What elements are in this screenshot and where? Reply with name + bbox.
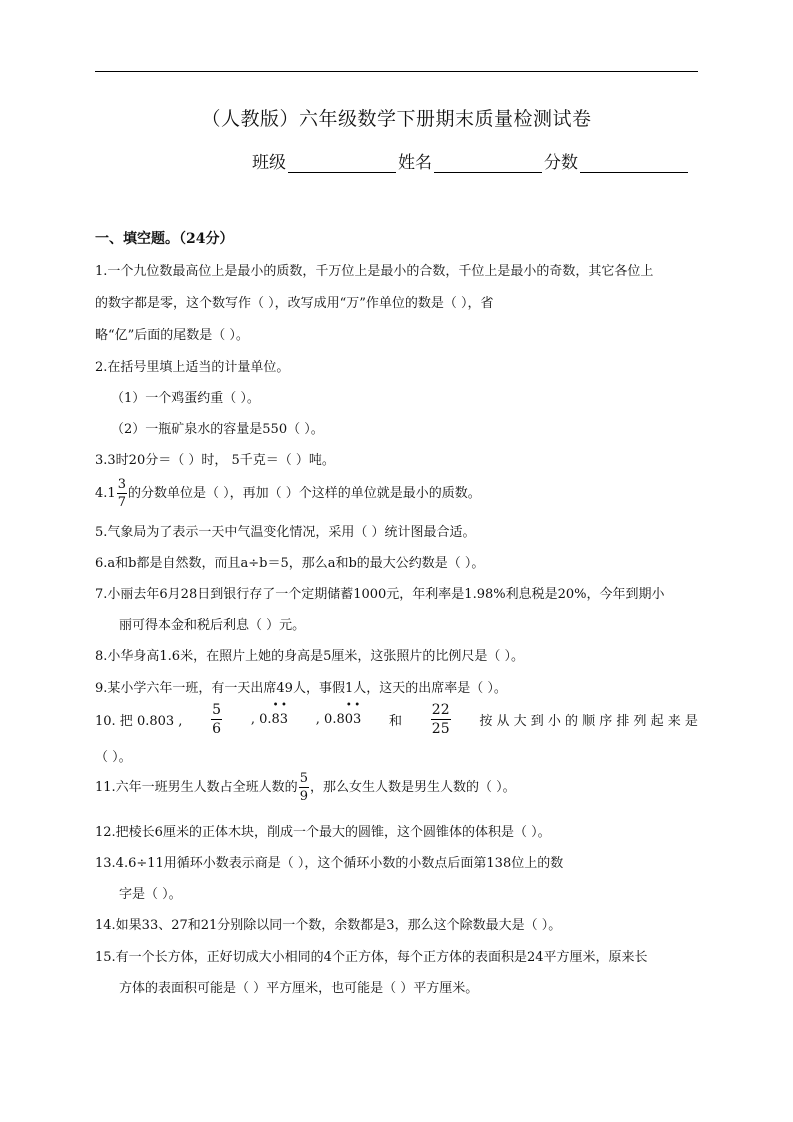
question-5: 5.气象局为了表示一天中气温变化情况，采用（ ）统计图最合适。 xyxy=(95,525,476,540)
question-6: 6.a和b都是自然数，而且a÷b＝5，那么a和b的最大公约数是（ ）。 xyxy=(95,556,485,571)
question-10-line-1 xyxy=(95,703,698,736)
repeating-digits-2 xyxy=(345,712,362,727)
name-label: 姓名 xyxy=(398,153,432,173)
student-info-line xyxy=(252,148,690,173)
question-8: 8.小华身高1.6米，在照片上她的身高是5厘米，这张照片的比例尺是（ ）。 xyxy=(95,649,524,664)
repeating-digit: • 0 xyxy=(345,712,353,727)
fraction-denominator: 6 xyxy=(212,721,222,737)
question-4-text: 的分数单位是（ ），再加（ ）个这样的单位就是最小的质数。 xyxy=(127,486,481,501)
score-label: 分数 xyxy=(544,153,578,173)
question-2-sub-1: （1）一个鸡蛋约重（ ）。 xyxy=(111,391,260,406)
question-10-mid-2 xyxy=(316,712,362,727)
question-12: 12.把棱长6厘米的正体木块，削成一个最大的圆锥，这个圆锥体的体积是（ ）。 xyxy=(95,825,551,840)
question-14: 14.如果33、27和21分别除以同一个数，余数都是3，那么这个除数最大是（ ）。 xyxy=(95,918,562,933)
question-2-sub-2: （2）一瓶矿泉水的容量是550（ ）。 xyxy=(111,422,324,437)
repeating-digit: • 3 xyxy=(280,712,288,727)
question-1-line-1: 1.一个九位数最高位上是最小的质数，千万位上是最小的合数，千位上是最小的奇数，其它各位上 xyxy=(95,264,654,279)
fraction-numerator: 3 xyxy=(117,477,126,492)
question-10-and: 和 xyxy=(389,714,403,729)
question-15-line-1: 15.有一个长方体，正好切成大小相同的4个正方体，每个正方体的表面积是24平方厘米，原来长 xyxy=(95,950,648,965)
question-10-text: 按 从 大 到 小 的 顺 序 排 列 起 来 是 xyxy=(479,714,698,729)
question-2-line-1: 2.在括号里填上适当的计量单位。 xyxy=(95,360,290,375)
repeating-digit: • 8 xyxy=(271,712,279,727)
question-11-text: ，那么女生人数是男生人数的（ ）。 xyxy=(309,780,516,795)
question-11 xyxy=(95,772,698,803)
fraction-denominator: 25 xyxy=(431,721,450,737)
decimal-prefix: , 0.8 xyxy=(315,712,345,727)
question-10-prefix: 10. 把 0.803 , xyxy=(95,714,183,729)
repeating-digit: • 3 xyxy=(353,712,361,727)
fraction-denominator: 7 xyxy=(117,495,126,510)
question-10-line-2: （ ）。 xyxy=(95,750,132,765)
question-4-fraction xyxy=(117,478,127,509)
fraction-numerator: 5 xyxy=(212,702,222,718)
class-blank[interactable] xyxy=(288,154,396,173)
question-13-line-1: 13.4.6÷11用循环小数表示商是（ ），这个循环小数的小数点后面第138位上的数 xyxy=(95,856,564,871)
fraction-denominator: 9 xyxy=(299,789,308,804)
class-label: 班级 xyxy=(252,153,286,173)
question-3: 3.3时20分＝（ ）时， 5千克＝（ ）吨。 xyxy=(95,453,335,468)
question-7-line-2: 丽可得本金和税后利息（ ）元。 xyxy=(119,618,306,633)
header-rule xyxy=(95,71,698,72)
question-10-fraction-2 xyxy=(431,703,451,736)
fraction-numerator: 22 xyxy=(431,702,450,718)
section-heading: 一、填空题。（24分） xyxy=(95,231,234,247)
name-blank[interactable] xyxy=(434,154,542,173)
repeating-digits-1 xyxy=(271,712,288,727)
fraction-numerator: 5 xyxy=(299,771,308,786)
score-blank[interactable] xyxy=(580,154,688,173)
question-1-line-3: 略“亿”后面的尾数是（ ）。 xyxy=(95,328,249,343)
question-11-fraction xyxy=(299,772,309,803)
decimal-prefix: , 0. xyxy=(250,712,272,727)
question-4 xyxy=(95,478,698,509)
question-15-line-2: 方体的表面积可能是（ ）平方厘米，也可能是（ ）平方厘米。 xyxy=(119,981,479,996)
question-9: 9.某小学六年一班，有一天出席49人，事假1人，这天的出席率是（ ）。 xyxy=(95,681,507,696)
question-10-mid-1 xyxy=(251,712,288,727)
question-4-prefix: 4.1 xyxy=(95,486,116,501)
question-11-prefix: 11.六年一班男生人数占全班人数的 xyxy=(95,780,298,795)
question-1-line-2: 的数字都是零，这个数写作（ ），改写成用“万”作单位的数是（ ），省 xyxy=(95,296,494,311)
question-7-line-1: 7.小丽去年6月28日到银行存了一个定期储蓄1000元，年利率是1.98%利息税是20%，今年到期小 xyxy=(95,587,665,602)
page-title: （人教版）六年级数学下册期末质量检测试卷 xyxy=(201,108,592,130)
question-10-fraction-1 xyxy=(211,703,222,736)
question-13-line-2: 字是（ ）。 xyxy=(119,887,182,902)
